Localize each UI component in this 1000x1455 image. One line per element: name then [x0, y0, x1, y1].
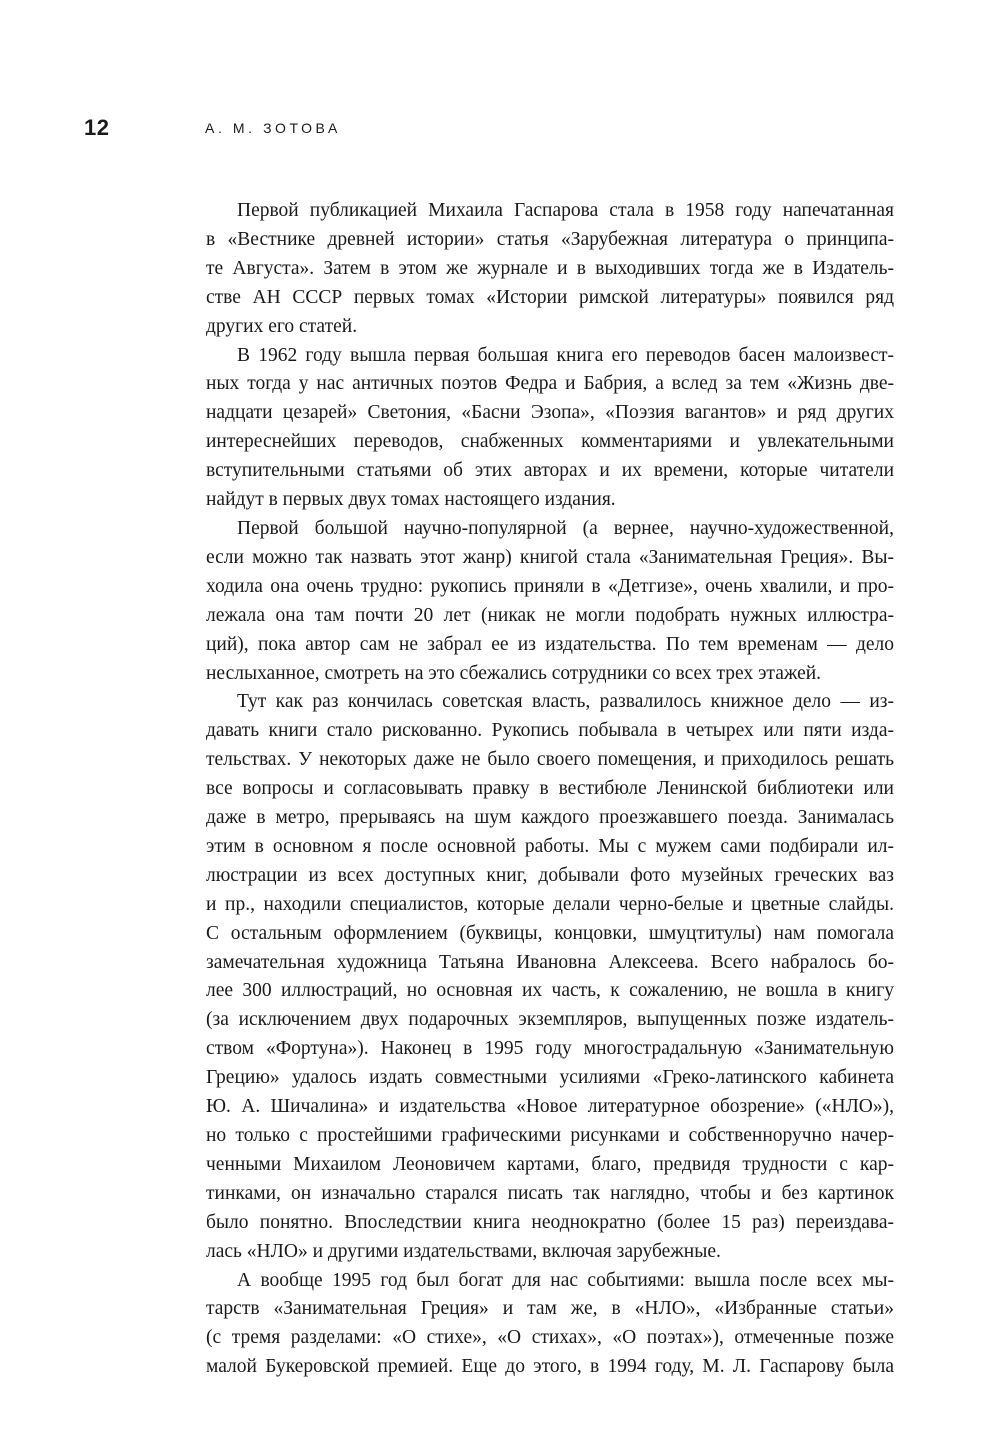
text-line: (с тремя разделами: «О стихе», «О стихах», «О поэтах»), отмеченные позже: [206, 1327, 894, 1349]
text-line: Ю. А. Шичалина» и издательства «Новое литературное обозрение» («НЛО»),: [206, 1096, 894, 1118]
page-number: 12: [84, 115, 110, 140]
text-line: С остальным оформлением (буквицы, концовки, шмуцтитулы) нам помогала: [206, 922, 894, 944]
text-line: те Августа». Затем в этом же журнале и в выходивших тогда же в Издатель-: [206, 257, 894, 279]
text-line: если можно так назвать этот жанр) книгой стала «Занимательная Греция». Вы-: [206, 546, 894, 568]
text-line: но только с простейшими графическими рисунками и собственноручно начер-: [206, 1125, 894, 1146]
text-line: (за исключением двух подарочных экземпляров, выпущенных позже издатель-: [206, 1009, 894, 1031]
text-line: ством «Фортуна»). Наконец в 1995 году многострадальную «Занимательную: [206, 1038, 894, 1060]
text-line: В 1962 году вышла первая большая книга его переводов басен малоизвест-: [237, 344, 894, 366]
text-line: тинками, он изначально старался писать так наглядно, чтобы и без картинок: [206, 1182, 894, 1204]
text-line: А вообще 1995 год был богат для нас событиями: вышла после всех мы-: [237, 1269, 894, 1291]
paragraph: [206, 1267, 894, 1383]
text-line: неслыханное, смотреть на это сбежались сотрудники со всех трех этажей.: [206, 662, 822, 684]
paragraph: [206, 688, 894, 1266]
paragraph: [206, 342, 894, 515]
text-line: найдут в первых двух томах настоящего издания.: [206, 489, 616, 511]
text-line: стве АН СССР первых томах «Истории римской литературы» появился ряд: [206, 286, 894, 308]
paragraph: [206, 197, 894, 342]
paragraph: [206, 515, 894, 688]
text-line: тельствах. У некоторых даже не было своего помещения, и приходилось решать: [206, 749, 894, 771]
text-line: замечательная художница Татьяна Ивановна Алексеева. Всего набралось бо-: [206, 951, 894, 973]
text-line: Тут как раз кончилась советская власть, развалилось книжное дело — из-: [237, 691, 894, 713]
text-line: в «Вестнике древней истории» статья «Зарубежная литература о принципа-: [206, 228, 894, 250]
text-line: даже в метро, прерываясь на шум каждого проезжавшего поезда. Занималась: [206, 807, 894, 829]
text-line: тарств «Занимательная Греция» и там же, в «НЛО», «Избранные статьи»: [206, 1298, 894, 1320]
text-line: и пр., находили специалистов, которые делали черно-белые и цветные слайды.: [206, 893, 894, 915]
text-line: лась «НЛО» и другими издательствами, включая зарубежные.: [206, 1240, 721, 1262]
text-line: Первой публикацией Михаила Гаспарова стала в 1958 году напечатанная: [237, 200, 894, 221]
text-line: этим в основном я после основной работы. Мы с мужем сами подбирали ил-: [206, 835, 894, 857]
text-line: Первой большой научно-популярной (а вернее, научно-художественной,: [237, 517, 894, 539]
text-line: лее 300 иллюстраций, но основная их часть, к сожалению, не вошла в книгу: [206, 980, 894, 1002]
running-head: [84, 116, 904, 146]
text-line: ций), пока автор сам не забрал ее из издательства. По тем временам — дело: [206, 633, 894, 655]
running-head-author: А. М. ЗОТОВА: [205, 120, 341, 136]
text-line: Грецию» удалось издать совместными усилиями «Греко-латинского кабинета: [206, 1067, 894, 1089]
text-line: ченными Михаилом Леоновичем картами, благо, предвидя трудности с кар-: [206, 1153, 894, 1175]
body-text: [206, 197, 894, 1382]
text-line: интереснейших переводов, снабженных комментариями и увлекательными: [206, 431, 894, 453]
text-line: ходила она очень трудно: рукопись приняли в «Детгизе», очень хвалили, и про-: [206, 575, 894, 597]
text-line: люстрации из всех доступных книг, добывали фото музейных греческих ваз: [206, 864, 894, 886]
text-line: вступительными статьями об этих авторах и их времени, которые читатели: [206, 460, 894, 482]
text-line: малой Букеровской премией. Еще до этого, в 1994 году, М. Л. Гаспарову была: [206, 1356, 894, 1378]
text-line: других его статей.: [206, 315, 358, 337]
text-line: ных тогда у нас античных поэтов Федра и Бабрия, а вслед за тем «Жизнь две-: [206, 373, 894, 395]
text-line: лежала она там почти 20 лет (никак не могли подобрать нужных иллюстра-: [206, 604, 894, 626]
text-line: надцати цезарей» Светония, «Басни Эзопа», «Поэзия вагантов» и ряд других: [206, 402, 894, 424]
text-line: все вопросы и согласовывать правку в вестибюле Ленинской библиотеки или: [206, 778, 894, 800]
text-line: было понятно. Впоследствии книга неоднократно (более 15 раз) переиздава-: [206, 1211, 894, 1233]
text-line: давать книги стало рискованно. Рукопись побывала в четырех или пяти изда-: [206, 720, 894, 742]
